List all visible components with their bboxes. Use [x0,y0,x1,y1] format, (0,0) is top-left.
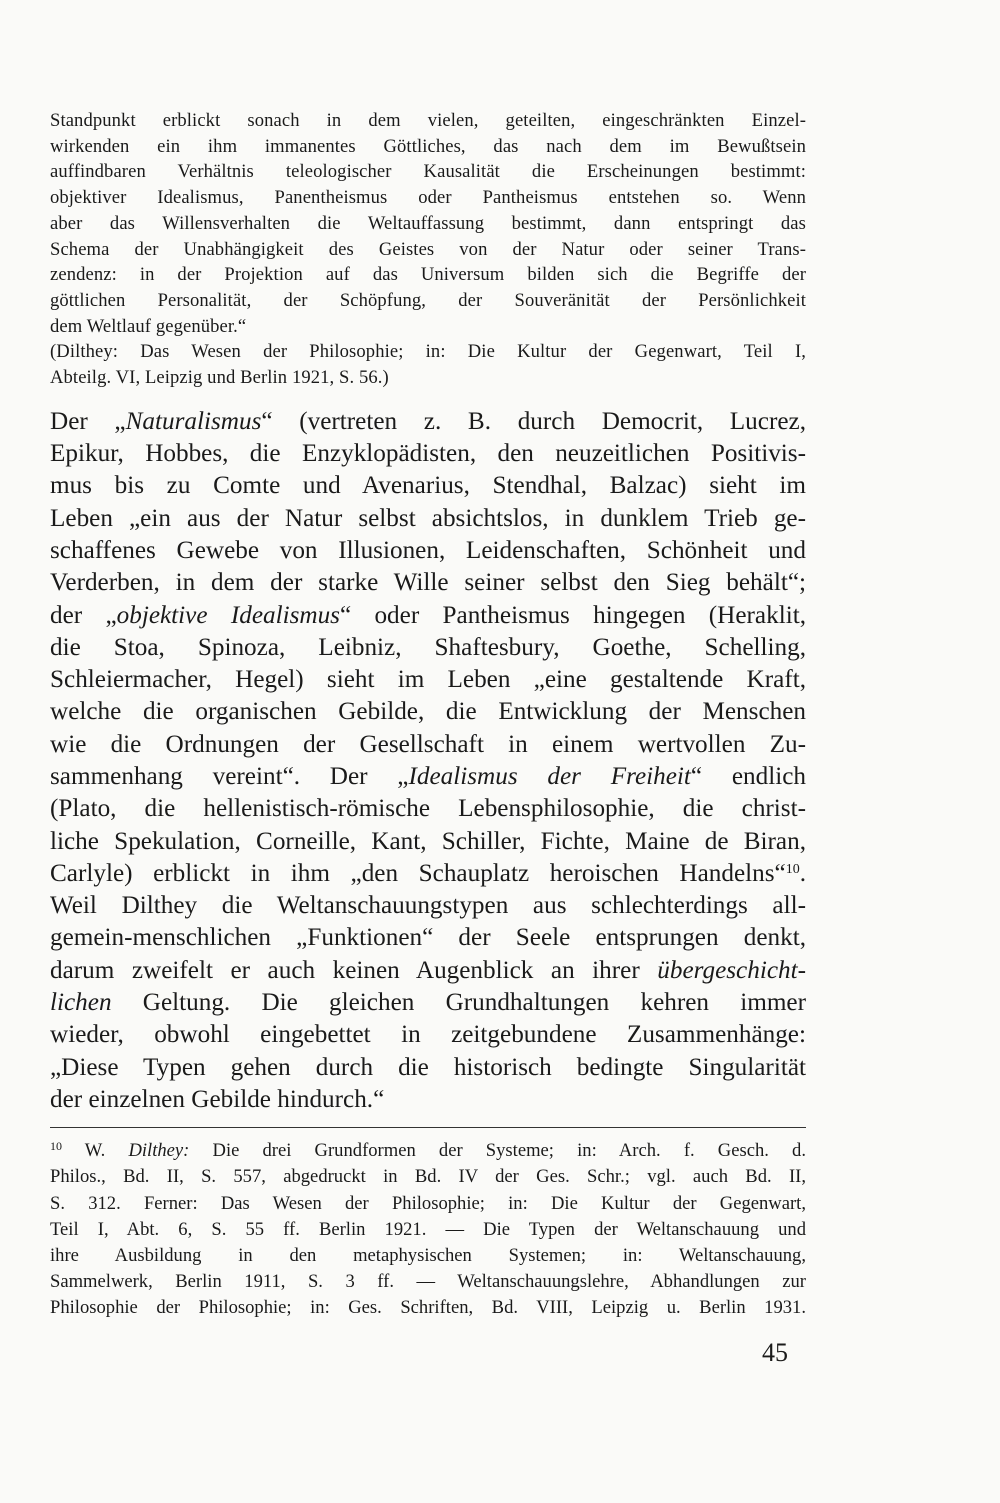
footnote-line [50,1138,806,1164]
footnote-line: Philos., Bd. II, S. 557, abgedruckt in Bd. IV der Ges. Schr.; vgl. auch Bd. II, [50,1166,806,1188]
footnote-line: Sammelwerk, Berlin 1911, S. 3 ff. — Weltanschauungslehre, Abhandlungen zur [50,1271,806,1293]
quote-line: aber das Willensverhalten die Weltauffassung bestimmt, dann entspringt das [50,212,806,234]
text-run: sammenhang vereint“. Der „ [50,763,409,790]
text-run: der „ [50,601,117,629]
text-run: “ oder Pantheismus hingegen (Heraklit, [339,601,806,629]
quote-line: wirkenden ein ihm immanentes Göttliches, das nach dem im Bewußtsein [50,135,806,157]
page-content [50,108,806,1322]
text-run: W. [62,1140,129,1162]
page-number: 45 [762,1338,788,1367]
paragraph-line [50,761,806,793]
quote-line: göttlichen Personalität, der Schöpfung, der Souveränität der Persönlichkeit [50,289,806,311]
text-run: . [799,859,806,887]
italic-term: Naturalismus [125,407,262,435]
italic-term: Idealismus der Freiheit [408,763,691,790]
quote-line: auffindbaren Verhältnis teleologischer Kausalität die Erscheinungen bestimmt: [50,161,806,183]
text-run: darum zweifelt er auch keinen Augenblick an ihrer [50,956,658,984]
paragraph-line: (Plato, die hellenistisch-römische Lebensphilosophie, die christ- [50,795,806,823]
paragraph-line: wieder, obwohl eingebettet in zeitgebundene Zusammenhänge: [50,1021,806,1049]
paragraph-line: welche die organischen Gebilde, die Entwicklung der Menschen [50,698,806,726]
paragraph-line: wie die Ordnungen der Gesellschaft in einem wertvollen Zu- [50,730,806,758]
italic-term: lichen [50,989,112,1017]
block-quote [50,108,806,339]
paragraph-line: gemein-menschlichen „Funktionen“ der Seele entsprungen denkt, [50,924,806,952]
quote-line: Standpunkt erblickt sonach in dem vielen, geteilten, eingeschränkten Einzel- [50,110,806,131]
citation-line: (Dilthey: Das Wesen der Philosophie; in: Die Kultur der Gegenwart, Teil I, [50,341,806,363]
paragraph-line: Epikur, Hobbes, die Enzyklopädisten, den neuzeitlichen Positivis- [50,440,806,468]
text-run: Geltung. Die gleichen Grundhaltungen kehren immer [111,989,806,1017]
italic-author: Dilthey: [128,1140,190,1162]
quote-line: Schema der Unabhängigkeit des Geistes von der Natur oder seiner Trans- [50,238,806,260]
text-run: Der „ [50,407,126,435]
footnote-divider [50,1127,806,1128]
paragraph-line [50,858,806,890]
quote-line: dem Weltlauf gegenüber.“ [50,315,247,337]
paragraph-line: „Diese Typen gehen durch die historisch bedingte Singularität [50,1053,806,1081]
paragraph-line: Weil Dilthey die Weltanschauungstypen aus schlechterdings all- [50,892,806,920]
text-run: “ (vertreten z. B. durch Democrit, Lucrez, [261,407,806,435]
footnote-line: Philosophie der Philosophie; in: Ges. Schriften, Bd. VIII, Leipzig u. Berlin 1931. [50,1297,806,1319]
text-run: Carlyle) erblickt in ihm „den Schauplatz heroischen Handelns“ [50,859,786,887]
footnote-reference[interactable]: 10 [785,861,800,877]
footnote-marker: 10 [50,1139,62,1154]
footnote [50,1138,806,1321]
paragraph-line [50,600,806,632]
paragraph-line: Schleiermacher, Hegel) sieht im Leben „eine gestaltende Kraft, [50,666,806,694]
quote-line: zendenz: in der Projektion auf das Universum bilden sich die Begriffe der [50,264,806,286]
paragraph-line [50,955,806,987]
footnote-line: S. 312. Ferner: Das Wesen der Philosophie; in: Die Kultur der Gegenwart, [50,1192,806,1214]
paragraph-line: schaffenes Gewebe von Illusionen, Leidenschaften, Schönheit und [50,536,806,564]
paragraph-line: die Stoa, Spinoza, Leibniz, Shaftesbury, Goethe, Schelling, [50,633,806,661]
paragraph-line: der einzelnen Gebilde hindurch.“ [50,1085,385,1113]
italic-term: übergeschicht- [657,956,806,984]
paragraph-line: liche Spekulation, Corneille, Kant, Schiller, Fichte, Maine de Biran, [50,827,806,855]
citation-line: Abteilg. VI, Leipzig und Berlin 1921, S. 56.) [50,367,389,389]
quote-line: objektiver Idealismus, Panentheismus oder Pantheismus entstehen so. Wenn [50,187,806,209]
paragraph-line [50,406,806,438]
text-run: “ endlich [690,763,806,790]
italic-term: objektive Idealismus [116,601,340,629]
paragraph-line [50,987,806,1019]
footnote-line: ihre Ausbildung in den metaphysischen Systemen; in: Weltanschauung, [50,1245,806,1267]
paragraph-line: Verderben, in dem der starke Wille seiner selbst den Sieg behält“; [50,569,806,597]
main-paragraph [50,406,806,1117]
paragraph-line: Leben „ein aus der Natur selbst absichtslos, in dunklem Trieb ge- [50,504,806,532]
footnote-line: Teil I, Abt. 6, S. 55 ff. Berlin 1921. — Die Typen der Weltanschauung und [50,1218,806,1240]
paragraph-line: mus bis zu Comte und Avenarius, Stendhal, Balzac) sieht im [50,472,806,500]
citation [50,339,806,390]
text-run: Die drei Grundformen der Systeme; in: Arch. f. Gesch. d. [189,1140,807,1162]
